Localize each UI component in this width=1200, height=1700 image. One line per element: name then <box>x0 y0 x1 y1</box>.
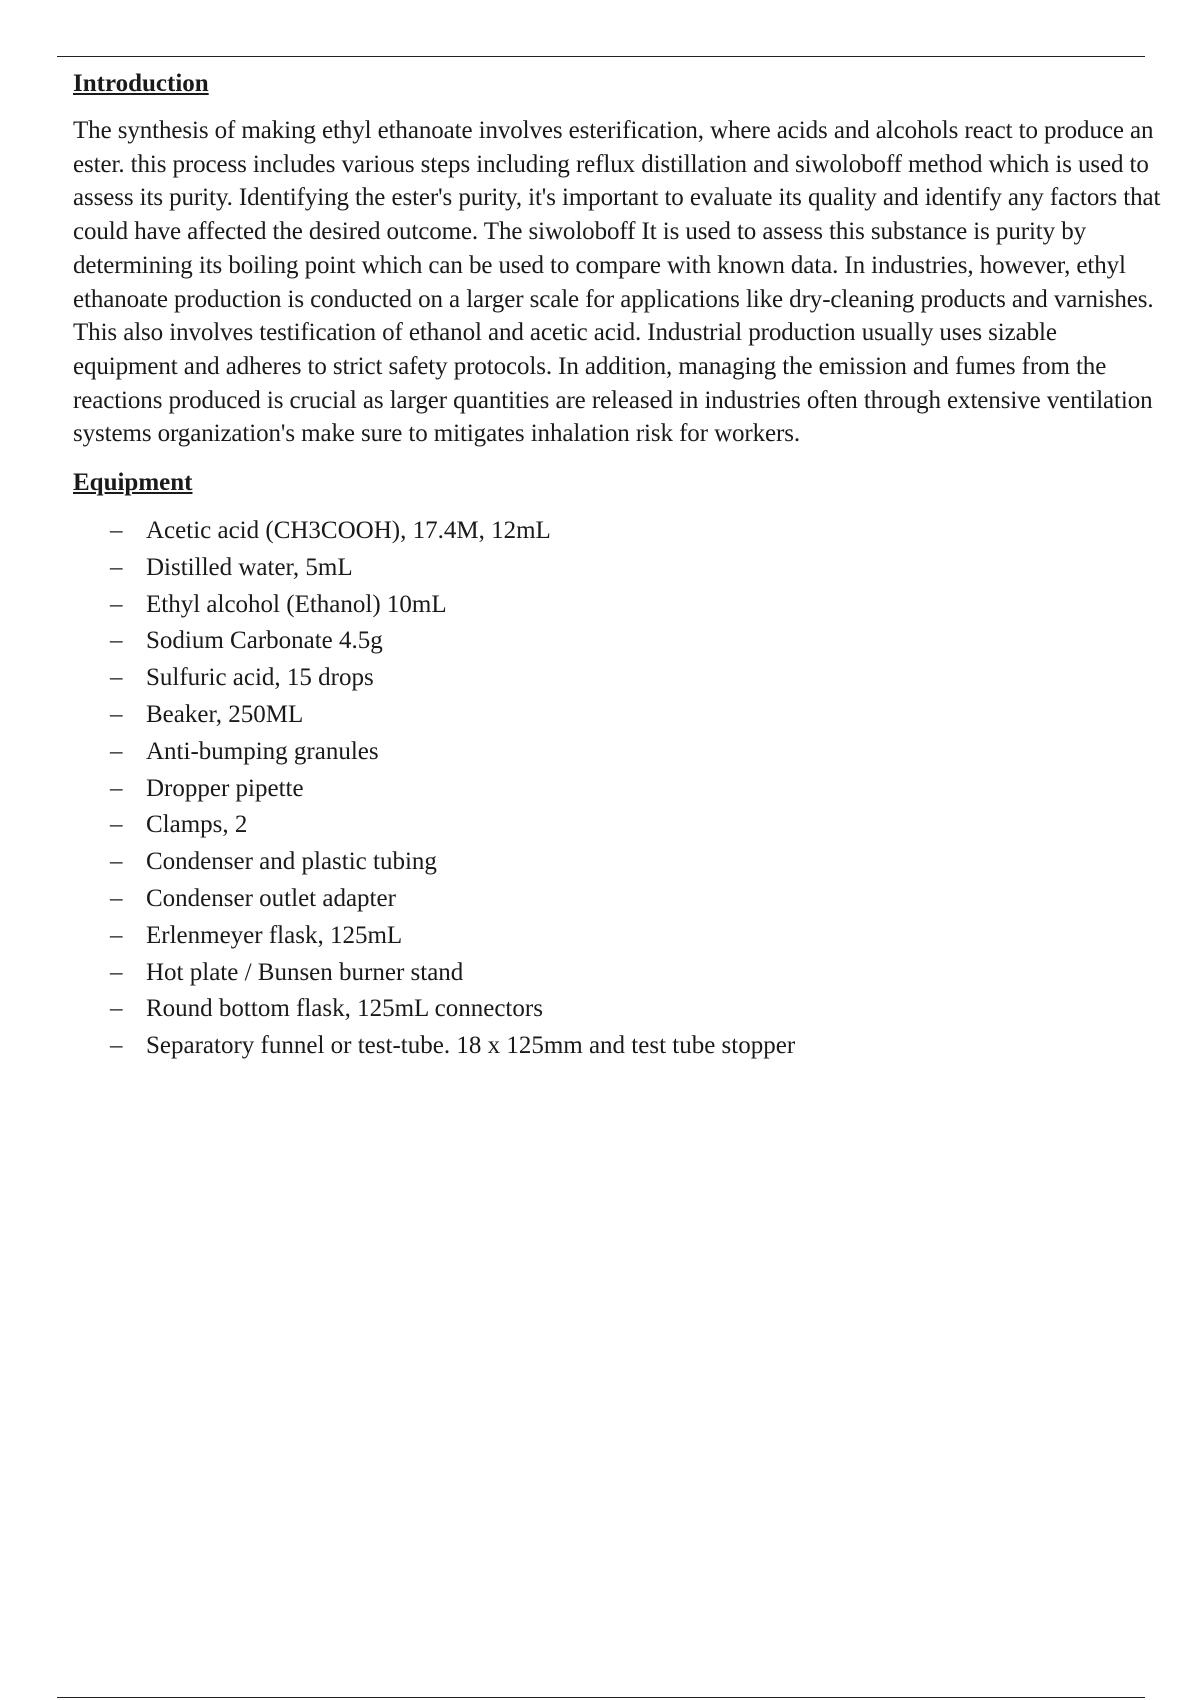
dash-bullet: – <box>110 517 123 545</box>
dash-bullet: – <box>110 627 123 655</box>
dash-bullet: – <box>110 737 123 765</box>
list-item: – Ethyl alcohol (Ethanol) 10mL <box>73 587 1163 624</box>
dash-bullet: – <box>110 1032 123 1060</box>
list-item: – Erlenmeyer flask, 125mL <box>73 918 1163 955</box>
dash-bullet: – <box>110 590 123 618</box>
list-item: – Hot plate / Bunsen burner stand <box>73 955 1163 992</box>
dash-bullet: – <box>110 774 123 802</box>
list-item: – Dropper pipette <box>73 771 1163 808</box>
dash-bullet: – <box>110 921 123 949</box>
dash-bullet: – <box>110 958 123 986</box>
list-item: – Anti-bumping granules <box>73 734 1163 771</box>
list-item: – Round bottom flask, 125mL connectors <box>73 991 1163 1028</box>
dash-bullet: – <box>110 701 123 729</box>
list-item: – Sodium Carbonate 4.5g <box>73 623 1163 660</box>
dash-bullet: – <box>110 848 123 876</box>
dash-bullet: – <box>110 553 123 581</box>
top-rule <box>57 56 1145 57</box>
list-item: – Beaker, 250ML <box>73 697 1163 734</box>
list-item: – Condenser outlet adapter <box>73 881 1163 918</box>
list-item: – Sulfuric acid, 15 drops <box>73 660 1163 697</box>
dash-bullet: – <box>110 885 123 912</box>
document-body <box>73 68 1163 1065</box>
equipment-list <box>73 513 1163 1065</box>
introduction-heading: Introduction <box>73 70 209 97</box>
introduction-paragraph: The synthesis of making ethyl ethanoate involves esterification, where acids and alcohols react to produce an ester. this process includes various steps including reflux distillation and siwoloboff method which is used to assess its purity. Identifying the ester's purity, it's important to evaluate its quality and identify any factors that could have affected the desired outcome. The siwoloboff It is used to assess this substance is purity by determining its boiling point which can be used to compare with known data. In industries, however, ethyl ethanoate production is conducted on a larger scale for applications like dry-cleaning products and varnishes. This also involves testification of ethanol and acetic acid. Industrial production usually uses sizable equipment and adheres to strict safety protocols. In addition, managing the emission and fumes from the reactions produced is crucial as larger quantities are released in industries often through extensive ventilation systems organization's make sure to mitigates inhalation risk for workers. <box>73 117 1161 448</box>
list-item: – Distilled water, 5mL <box>73 550 1163 587</box>
list-item: – Condenser and plastic tubing <box>73 844 1163 881</box>
dash-bullet: – <box>110 995 123 1023</box>
list-item: – Separatory funnel or test-tube. 18 x 125mm and test tube stopper <box>73 1028 1163 1065</box>
equipment-heading: Equipment <box>73 469 193 497</box>
dash-bullet: – <box>110 664 123 692</box>
list-item: – Clamps, 2 <box>73 807 1163 844</box>
list-item: – Acetic acid (CH3COOH), 17.4M, 12mL <box>73 513 1163 550</box>
dash-bullet: – <box>110 811 123 839</box>
bottom-rule <box>57 1697 1145 1698</box>
